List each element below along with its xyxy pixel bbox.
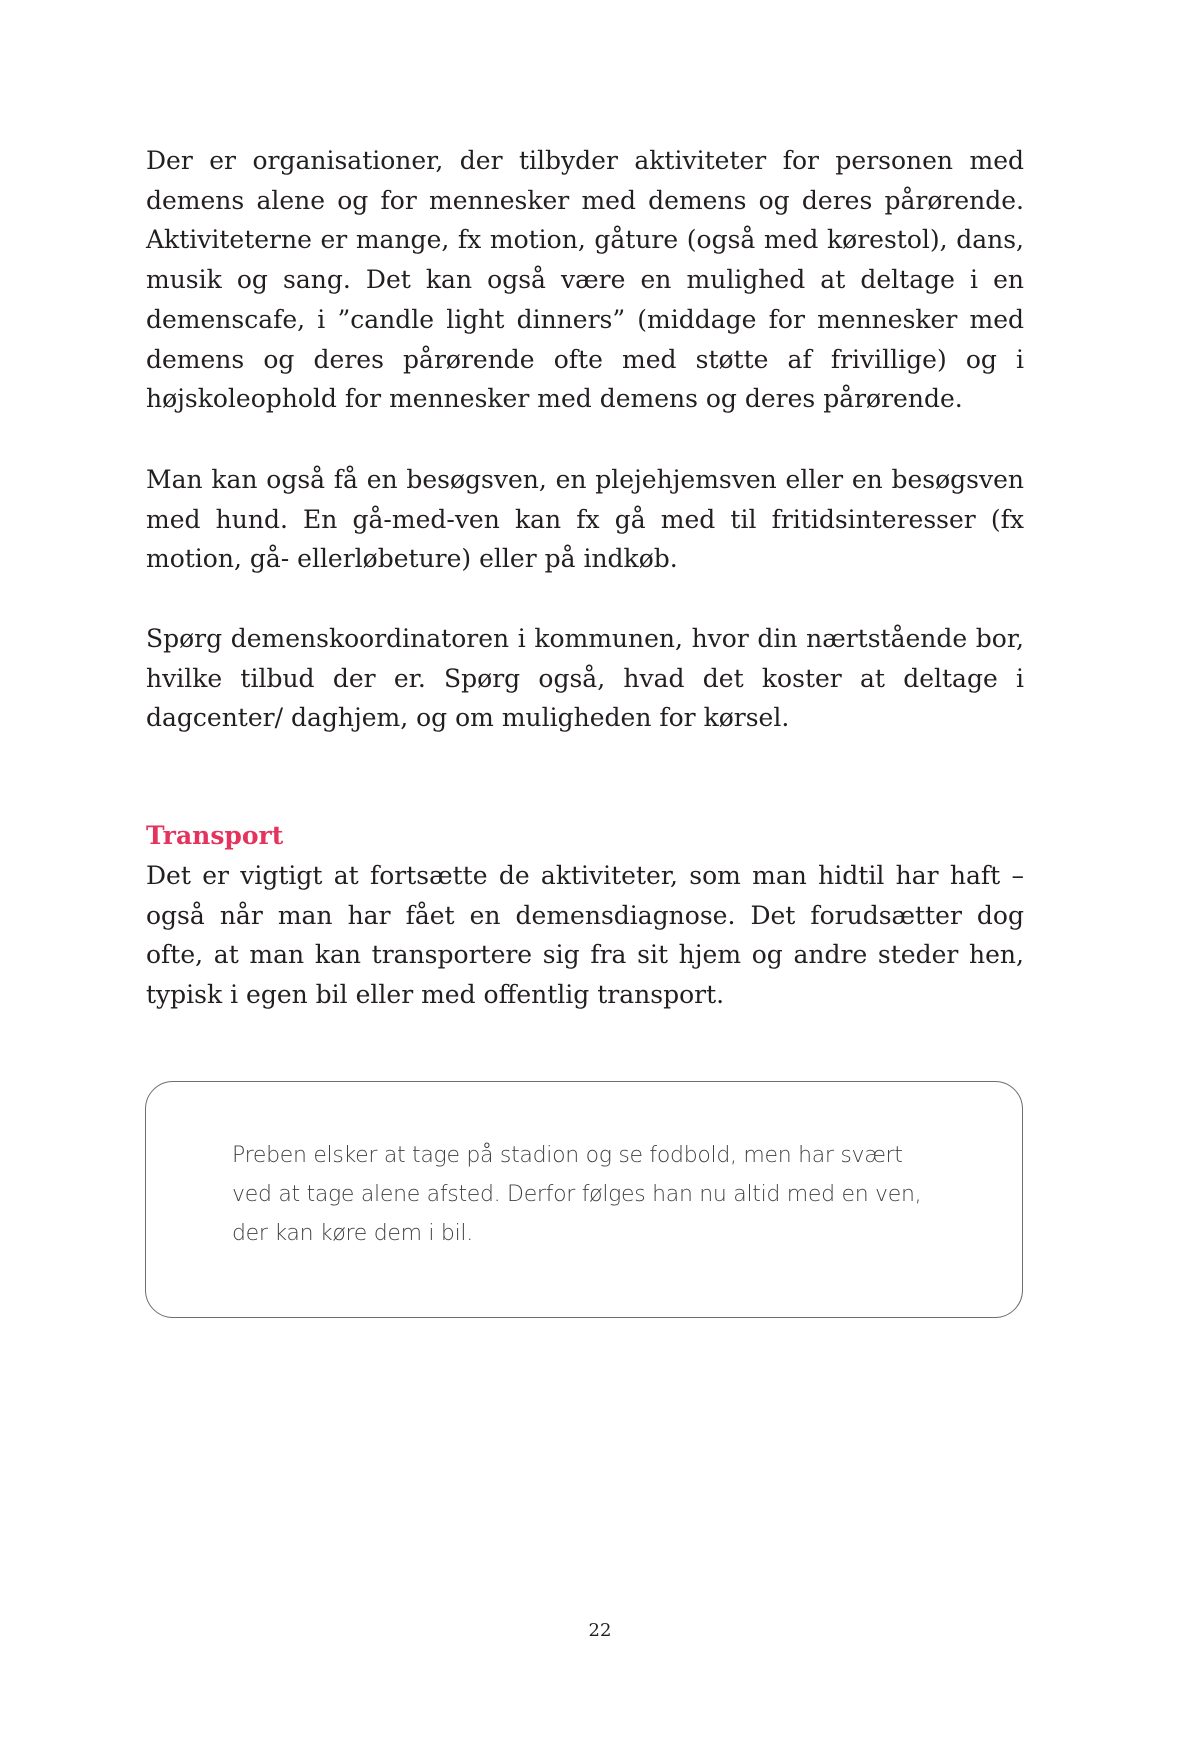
section-heading-transport: Transport [146,821,284,850]
body-paragraph-transport: Det er vigtigt at fortsætte de aktiviteter, som man hidtil har haft – også når man har fået en demensdiagnose. Det forudsætter dog ofte, at man kan transportere sig fra sit hjem og andre steder hen, typisk i egen bil eller med offentlig transport. [146,861,1024,1010]
callout-line: ved at tage alene afsted. Derfor følges han nu altid med en ven, [232,1182,922,1207]
body-paragraph-ask-coordinator: Spørg demenskoordinatoren i kommunen, hvor din nærtstående bor, hvilke tilbud der er. Spørg også, hvad det koster at deltage i dagcenter/ daghjem, og om muligheden for kørsel. [146,624,1024,733]
page-number: 22 [588,1620,612,1641]
callout-line: Preben elsker at tage på stadion og se fodbold, men har svært [232,1143,903,1168]
callout-line: der kan køre dem i bil. [232,1221,473,1246]
callout-text [232,1136,952,1253]
body-paragraph-visiting-friend: Man kan også få en besøgsven, en plejehjemsven eller en besøgsven med hund. En gå-med-ven kan fx gå med til fritidsinteresser (fx motion, gå- ellerløbeture) eller på indkøb. [146,465,1024,574]
body-paragraph-activities: Der er organisationer, der tilbyder aktiviteter for personen med demens alene og for mennesker med demens og deres pårørende. Aktiviteterne er mange, fx motion, gåture (også med kørestol), dans, musik og sang. Det kan også være en mulighed at deltage i en demenscafe, i ”candle light dinners” (middage for mennesker med demens og deres pårørende ofte med støtte af frivillige) og i højskoleophold for mennesker med demens og deres pårørende. [146,146,1024,414]
example-callout-box [145,1081,1023,1318]
